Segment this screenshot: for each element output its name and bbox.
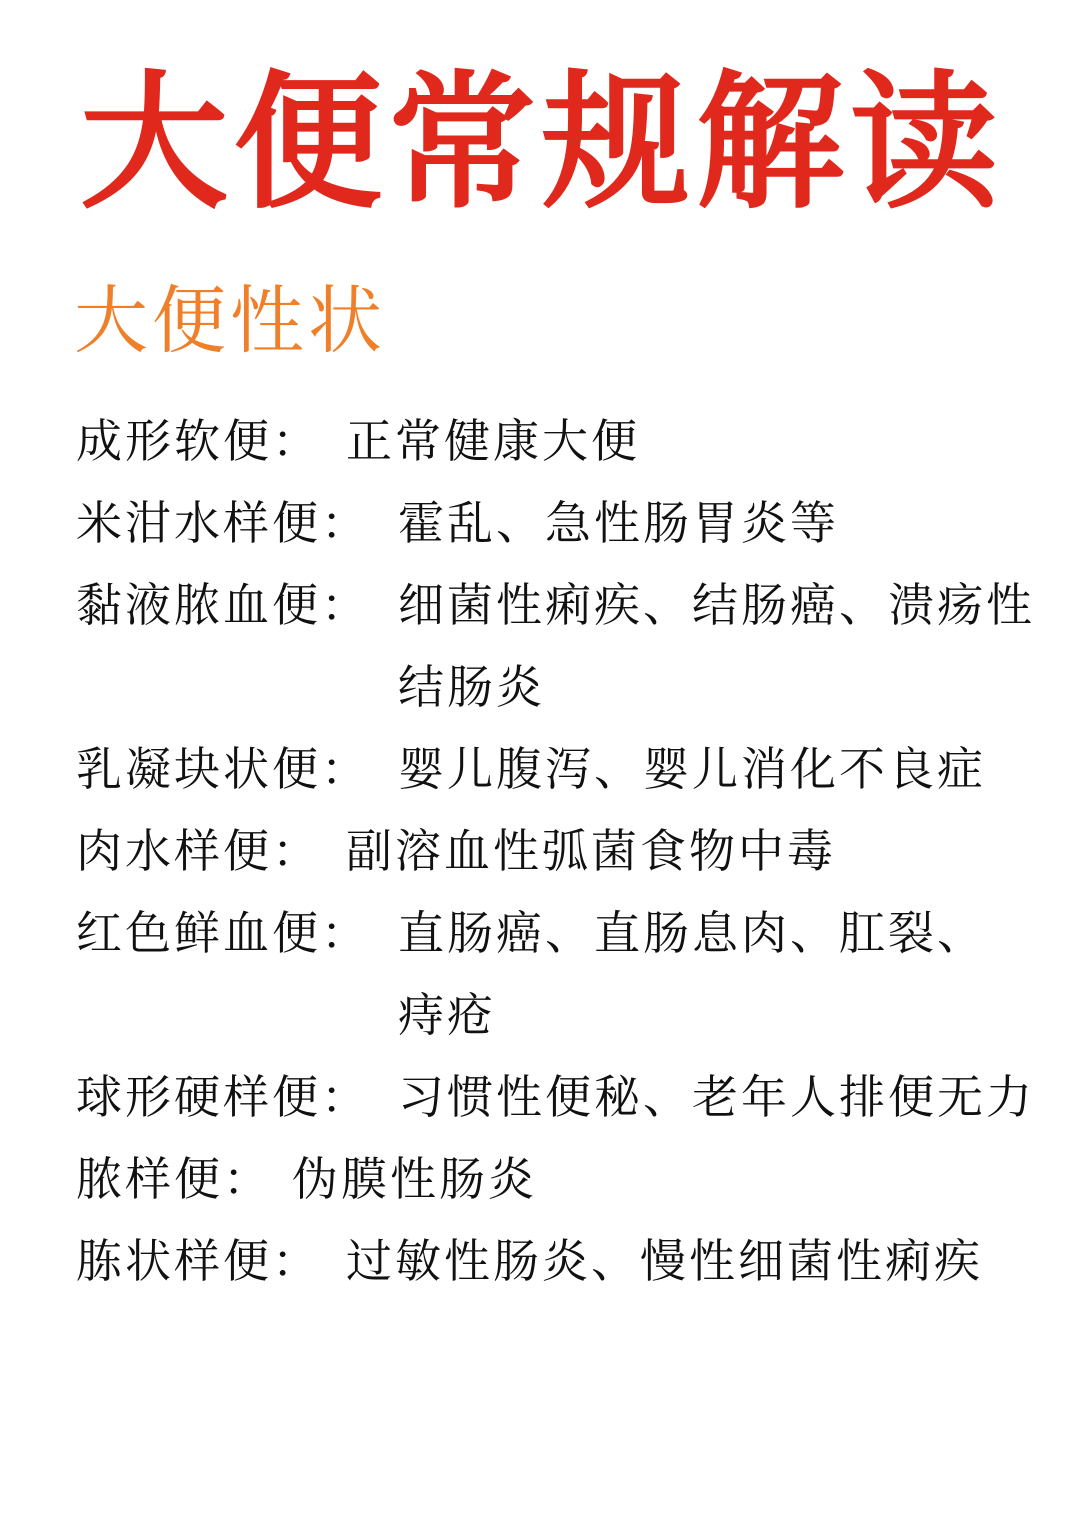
item-description: 伪膜性肠炎	[292, 1152, 537, 1206]
item-description: 正常健康大便	[346, 414, 640, 468]
list-item	[76, 1138, 1056, 1220]
section-title: 大便性状	[74, 278, 386, 364]
item-description: 副溶血性弧菌食物中毒	[346, 824, 836, 878]
list-item	[76, 564, 1056, 728]
list-item	[76, 892, 1056, 1056]
item-description: 霍乱、急性肠胃炎等	[398, 496, 839, 550]
list-item	[76, 482, 1056, 564]
item-term: 胨状样便：	[76, 1234, 321, 1288]
page-title: 大便常规解读	[80, 57, 1004, 229]
list-item	[76, 400, 1056, 482]
item-term: 脓样便：	[76, 1152, 272, 1206]
item-description: 习惯性便秘、老年人排便无力	[398, 1070, 1035, 1124]
item-term: 乳凝块状便：	[76, 742, 370, 796]
item-term: 黏液脓血便：	[76, 578, 370, 632]
list-item	[76, 728, 1056, 810]
stool-characteristics-list	[76, 400, 1056, 1302]
list-item	[76, 1056, 1056, 1138]
item-term: 米泔水样便：	[76, 496, 370, 550]
list-item	[76, 810, 1056, 892]
item-term: 球形硬样便：	[76, 1070, 370, 1124]
list-item	[76, 1220, 1056, 1302]
item-description: 过敏性肠炎、慢性细菌性痢疾	[346, 1234, 983, 1288]
item-description: 婴儿腹泻、婴儿消化不良症	[398, 742, 986, 796]
item-term: 肉水样便：	[76, 824, 321, 878]
item-description: 直肠癌、直肠息肉、肛裂、痔疮	[398, 906, 986, 1042]
item-term: 成形软便：	[76, 414, 321, 468]
item-term: 红色鲜血便：	[76, 906, 370, 960]
item-description: 细菌性痢疾、结肠癌、溃疡性结肠炎	[398, 578, 1035, 714]
